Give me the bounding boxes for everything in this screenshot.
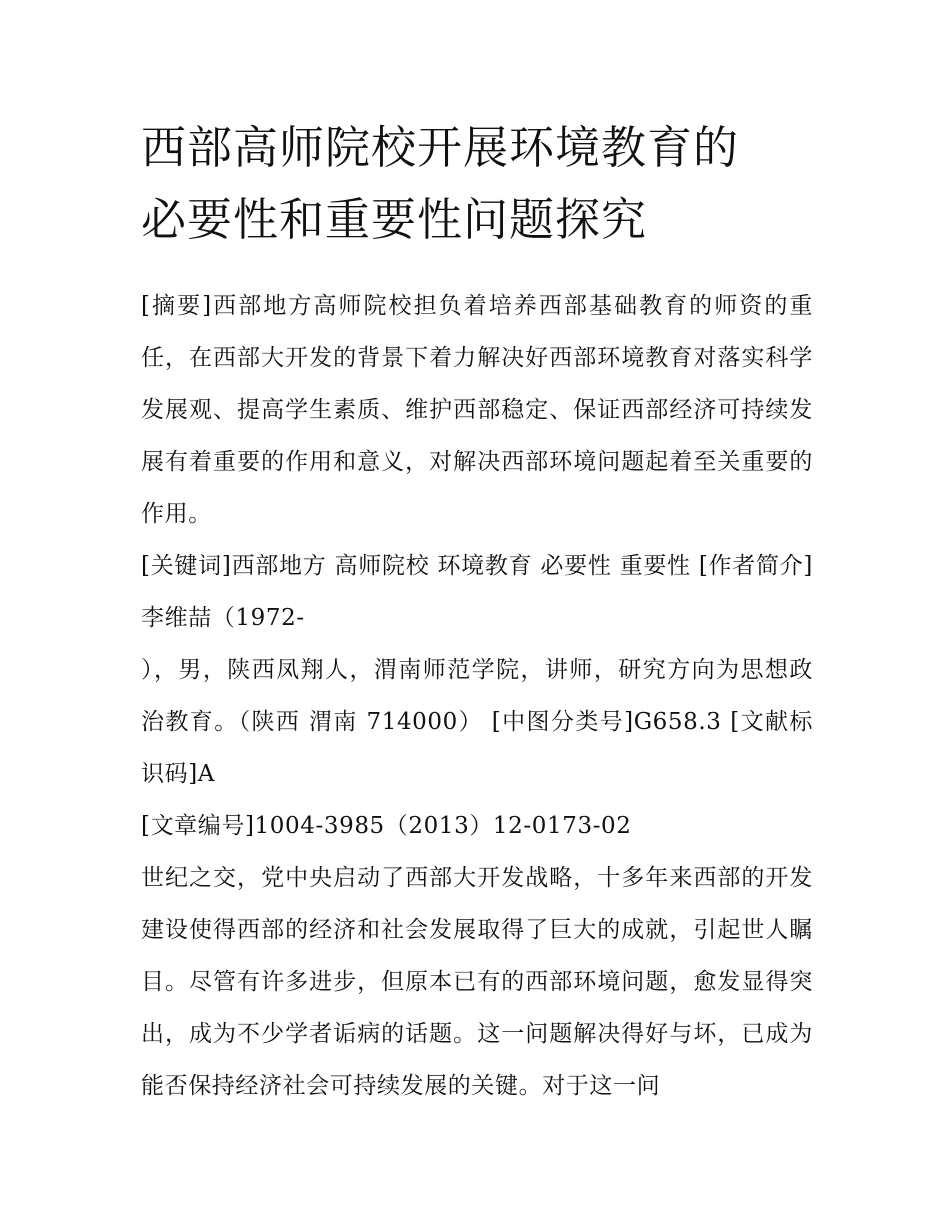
document-body [141, 280, 813, 1112]
author-info-paragraph: ），男，陕西凤翔人，渭南师范学院，讲师，研究方向为思想政治教育。（陕西 渭南 714000） [中图分类号]G658.3 [文献标识码]A [141, 657, 813, 787]
keywords-paragraph: [关键词]西部地方 高师院校 环境教育 必要性 重要性 [作者简介]李维喆（1972- [141, 553, 813, 631]
intro-paragraph: 世纪之交，党中央启动了西部大开发战略，十多年来西部的开发建设使得西部的经济和社会发展取得了巨大的成就，引起世人瞩目。尽管有许多进步，但原本已有的西部环境问题，愈发显得突出，成为不少学者诟病的话题。这一问题解决得好与坏，已成为能否保持经济社会可持续发展的关键。对于这一问 [141, 865, 813, 1099]
abstract-paragraph: [摘要]西部地方高师院校担负着培养西部基础教育的师资的重任，在西部大开发的背景下着力解决好西部环境教育对落实科学发展观、提高学生素质、维护西部稳定、保证西部经济可持续发展有着重要的作用和意义，对解决西部环境问题起着至关重要的作用。 [141, 293, 813, 527]
title-line-1: 西部高师院校开展环境教育的 [141, 121, 740, 174]
document-title [141, 112, 821, 256]
title-line-2: 必要性和重要性问题探究 [141, 193, 648, 246]
article-number-paragraph: [文章编号]1004-3985（2013）12-0173-02 [141, 813, 632, 839]
